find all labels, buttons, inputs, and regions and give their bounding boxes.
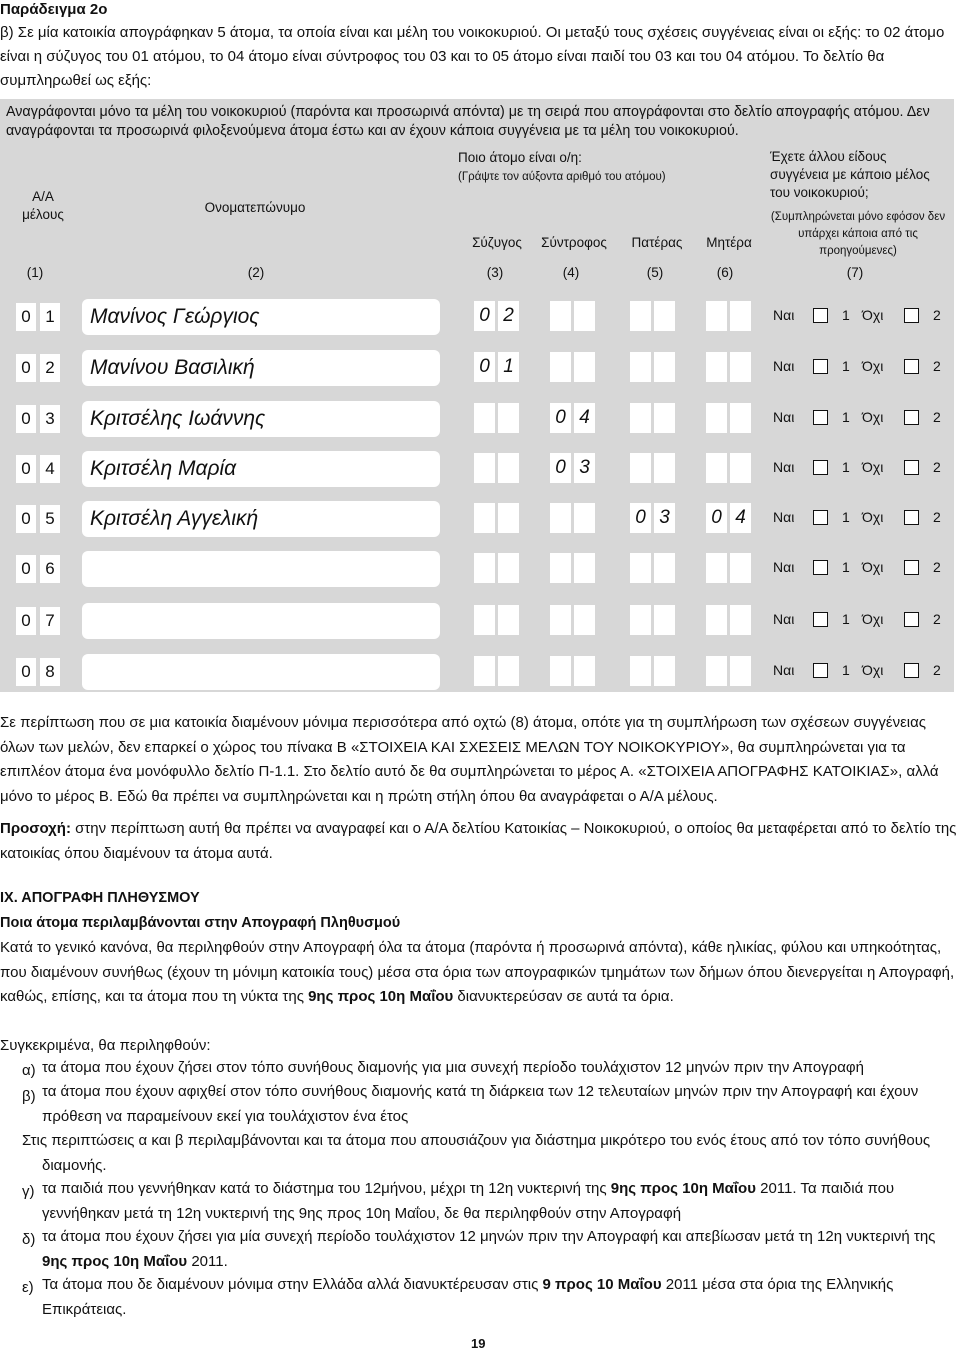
spouse-field[interactable]: [498, 553, 519, 583]
mother-field[interactable]: 4: [730, 503, 751, 533]
header-other-relation-note: (Συμπληρώνεται μόνο εφόσον δεν υπάρχει κάποια από τις προηγούμενες): [770, 211, 946, 257]
header-other-relation: Έχετε άλλου είδους συγγένεια με κάποιο μέλος του νοικοκυριού;: [770, 149, 930, 200]
no-label: Όχι: [862, 409, 884, 425]
member-name-field[interactable]: Κριτσέλη Μαρία: [82, 451, 440, 487]
member-row: [0, 348, 954, 388]
mother-field[interactable]: [706, 453, 727, 483]
member-name-field[interactable]: [82, 654, 440, 690]
partner-field[interactable]: [574, 301, 595, 331]
yes-label: Ναι: [773, 559, 795, 575]
mother-field[interactable]: [730, 656, 751, 686]
spouse-field[interactable]: [498, 453, 519, 483]
header-which-person: Ποιο άτομο είναι ο/η:: [458, 150, 582, 165]
partner-field[interactable]: [574, 656, 595, 686]
section-subtitle: Ποια άτομα περιλαμβάνονται στην Απογραφή Πληθυσμού: [0, 915, 401, 931]
mother-field[interactable]: [706, 605, 727, 635]
household-members-form: [0, 99, 954, 692]
member-row: [0, 549, 954, 589]
item-g-text: τα παιδιά που γεννήθηκαν κατά το διάστημα του 12μήνου, μέχρι τη 12η νυκτερινή της 9ης προς 10η Μαΐου 2011. Τα παιδιά που γεννήθηκαν μετά τη 12η νυκτερινή της 9ης προς 10η Μαΐου, δε θα περιληφθούν στην Απογραφή: [42, 1180, 895, 1222]
yes-code: 1: [842, 662, 850, 678]
spouse-field[interactable]: [474, 403, 495, 433]
father-field[interactable]: [630, 301, 651, 331]
mother-field[interactable]: 0: [706, 503, 727, 533]
partner-field[interactable]: 4: [574, 403, 595, 433]
father-field[interactable]: [654, 605, 675, 635]
yes-label: Ναι: [773, 662, 795, 678]
member-code-digit: 0: [16, 303, 36, 331]
mother-field[interactable]: [706, 403, 727, 433]
header-col-1: (1): [26, 265, 44, 280]
member-row: [0, 652, 954, 692]
header-name: Ονοματεπώνυμο: [204, 200, 306, 215]
attention-text: στην περίπτωση αυτή θα πρέπει να αναγραφεί και ο Α/Α δελτίου Κατοικίας – Νοικοκυριού, ο οποίος θα μεταφέρεται από το δελτίο της κατοικίας όπου διαμένουν τα άτομα αυτά.: [0, 820, 957, 862]
no-label: Όχι: [862, 559, 884, 575]
partner-field[interactable]: [550, 301, 571, 331]
member-name-field[interactable]: Μανίνου Βασιλική: [82, 350, 440, 386]
form-instructions: Αναγράφονται μόνο τα μέλη του νοικοκυριού (παρόντα και προσωρινά απόντα) με τη σειρά που απογράφονται στο δελτίο απογραφής ατόμου. Δεν αναγράφονται τα προσωρινά φιλοξενούμενα άτομα έστω και αν έχουν κάποια συγγένεια με τα μέλη του νοικοκυριού.: [6, 104, 930, 139]
mother-field[interactable]: [706, 553, 727, 583]
spouse-field[interactable]: [474, 656, 495, 686]
mother-field[interactable]: [730, 352, 751, 382]
header-col-6: (6): [716, 265, 734, 280]
father-field[interactable]: [654, 656, 675, 686]
yes-checkbox[interactable]: [813, 612, 828, 627]
yes-code: 1: [842, 611, 850, 627]
father-field[interactable]: [654, 352, 675, 382]
header-father: Πατέρας: [631, 235, 683, 250]
item-a-label: α): [22, 1062, 36, 1079]
member-row: [0, 399, 954, 439]
yes-checkbox[interactable]: [813, 510, 828, 525]
item-d-label: δ): [22, 1231, 36, 1248]
yes-label: Ναι: [773, 459, 795, 475]
yes-code: 1: [842, 307, 850, 323]
member-code-digit: 4: [40, 455, 60, 483]
member-code-digit: 0: [16, 354, 36, 382]
item-g-label: γ): [22, 1183, 35, 1200]
member-code-digit: 6: [40, 555, 60, 583]
attention-label: Προσοχή:: [0, 820, 71, 837]
member-code-digit: 5: [40, 505, 60, 533]
member-row: [0, 297, 954, 337]
member-code-digit: 0: [16, 607, 36, 635]
yes-code: 1: [842, 559, 850, 575]
header-col-4: (4): [562, 265, 580, 280]
partner-field[interactable]: [550, 503, 571, 533]
spouse-field[interactable]: 0: [474, 301, 495, 331]
no-code: 2: [933, 459, 941, 475]
partner-field[interactable]: [574, 503, 595, 533]
yes-label: Ναι: [773, 307, 795, 323]
yes-code: 1: [842, 459, 850, 475]
header-mother: Μητέρα: [706, 235, 752, 250]
no-code: 2: [933, 509, 941, 525]
spouse-field[interactable]: [474, 453, 495, 483]
no-code: 2: [933, 662, 941, 678]
item-e-text: Τα άτομα που δε διαμένουν μόνιμα στην Ελλάδα αλλά διανυκτέρευσαν στις 9 προς 10 Μαΐου 2011 μέσα στα όρια της Ελληνικής Επικράτειας.: [42, 1276, 894, 1318]
spouse-field[interactable]: [498, 403, 519, 433]
no-checkbox[interactable]: [904, 460, 919, 475]
spouse-field[interactable]: [474, 503, 495, 533]
spouse-field[interactable]: [474, 553, 495, 583]
member-row: [0, 499, 954, 539]
header-col-7: (7): [846, 265, 864, 280]
specifically-label: Συγκεκριμένα, θα περιληφθούν:: [0, 1037, 211, 1054]
yes-checkbox[interactable]: [813, 560, 828, 575]
items-ab-note: Στις περιπτώσεις α και β περιλαμβάνονται και τα άτομα που απουσιάζουν για διάστημα μικρότερο του ενός έτους από τον τόπο συνήθους διαμονής.: [22, 1132, 931, 1174]
father-field[interactable]: [630, 403, 651, 433]
father-field[interactable]: 3: [654, 503, 675, 533]
spouse-field[interactable]: 2: [498, 301, 519, 331]
father-field[interactable]: 0: [630, 503, 651, 533]
mother-field[interactable]: [706, 301, 727, 331]
member-code-digit: 3: [40, 405, 60, 433]
yes-checkbox[interactable]: [813, 308, 828, 323]
yes-checkbox[interactable]: [813, 410, 828, 425]
father-field[interactable]: [630, 656, 651, 686]
spouse-field[interactable]: [498, 605, 519, 635]
yes-label: Ναι: [773, 509, 795, 525]
father-field[interactable]: [654, 403, 675, 433]
member-row: [0, 601, 954, 641]
no-label: Όχι: [862, 662, 884, 678]
father-field[interactable]: [654, 453, 675, 483]
partner-field[interactable]: [550, 553, 571, 583]
no-checkbox[interactable]: [904, 308, 919, 323]
member-name-field[interactable]: Μανίνος Γεώργιος: [82, 299, 440, 335]
section-title: ΙΧ. ΑΠΟΓΡΑΦΗ ΠΛΗΘΥΣΜΟΥ: [0, 890, 200, 906]
no-checkbox[interactable]: [904, 560, 919, 575]
no-label: Όχι: [862, 509, 884, 525]
yes-code: 1: [842, 509, 850, 525]
father-field[interactable]: [630, 553, 651, 583]
yes-checkbox[interactable]: [813, 663, 828, 678]
partner-field[interactable]: 0: [550, 403, 571, 433]
no-code: 2: [933, 409, 941, 425]
no-checkbox[interactable]: [904, 612, 919, 627]
spouse-field[interactable]: [498, 503, 519, 533]
partner-field[interactable]: 3: [574, 453, 595, 483]
spouse-field[interactable]: 1: [498, 352, 519, 382]
mother-field[interactable]: [730, 403, 751, 433]
no-code: 2: [933, 307, 941, 323]
member-code-digit: 0: [16, 405, 36, 433]
father-field[interactable]: [630, 352, 651, 382]
partner-field[interactable]: 0: [550, 453, 571, 483]
member-code-digit: 0: [16, 555, 36, 583]
intro-paragraph: β) Σε μία κατοικία απογράφηκαν 5 άτομα, τα οποία είναι και μέλη του νοικοκυριού. Οι μεταξύ τους σχέσεις συγγένειας είναι οι εξής: το 02 άτομο είναι η σύζυγος του 01 ατόμου, το 04 άτομο είναι σύντροφος του 03 και το 05 άτομο είναι παιδί του 03 και του 04 ατόμου. Το δελτίο θα συμπληρωθεί ως εξής:: [0, 24, 945, 89]
partner-field[interactable]: [550, 656, 571, 686]
no-label: Όχι: [862, 307, 884, 323]
member-code-digit: 2: [40, 354, 60, 382]
paragraph-general-rule: Κατά το γενικό κανόνα, θα περιληφθούν στην Απογραφή όλα τα άτομα (παρόντα ή προσωρινά απόντα), κάθε ηλικίας, φύλου και υπηκοότητας, που διαμένουν συνήθως (έχουν τη μόνιμη κατοικία τους) μέσα στα όρια των απογραφικών τμημάτων των δήμων όπου διενεργείται η Απογραφή, καθώς, επίσης, και τα άτομα που τη νύκτα της 9ης προς 10η Μαΐου διανυκτερεύσαν σε αυτά τα όρια.: [0, 939, 955, 1005]
yes-code: 1: [842, 409, 850, 425]
father-field[interactable]: [654, 301, 675, 331]
paragraph-attention: [0, 817, 958, 866]
mother-field[interactable]: [730, 605, 751, 635]
spouse-field[interactable]: 0: [474, 352, 495, 382]
header-which-person-note: (Γράψτε τον αύξοντα αριθμό του ατόμου): [458, 171, 666, 183]
member-code-digit: 8: [40, 658, 60, 686]
no-label: Όχι: [862, 358, 884, 374]
member-name-field[interactable]: Κριτσέλης Ιωάννης: [82, 401, 440, 437]
yes-checkbox[interactable]: [813, 460, 828, 475]
member-code-digit: 0: [16, 658, 36, 686]
no-checkbox[interactable]: [904, 359, 919, 374]
header-aa: Α/Α μέλους: [22, 189, 64, 222]
member-code-digit: 0: [16, 455, 36, 483]
yes-label: Ναι: [773, 611, 795, 627]
no-code: 2: [933, 358, 941, 374]
header-col-3: (3): [486, 265, 504, 280]
item-a-text: τα άτομα που έχουν ζήσει στον τόπο συνήθους διαμονής για μια συνεχή περίοδο τουλάχιστον 12 μηνών πριν την Απογραφή: [42, 1059, 864, 1076]
mother-field[interactable]: [706, 352, 727, 382]
yes-label: Ναι: [773, 358, 795, 374]
member-code-digit: 0: [16, 505, 36, 533]
member-code-digit: 7: [40, 607, 60, 635]
father-field[interactable]: [630, 605, 651, 635]
paragraph-extra-members: Σε περίπτωση που σε μια κατοικία διαμένουν μόνιμα περισσότερα από οχτώ (8) άτομα, οπότε για τη συμπλήρωση των σχέσεων συγγένειας όλων των μελών, δεν επαρκεί ο χώρος του πίνακα Β «ΣΤΟΙΧΕΙΑ ΚΑΙ ΣΧΕΣΕΙΣ ΜΕΛΩΝ ΤΟΥ ΝΟΙΚΟΚΥΡΙΟΥ», θα συμπληρώνεται για τα επιπλέον άτομα ένα μονόφυλλο δελτίο Π-1.1. Στο δελτίο αυτό δε θα συμπληρώνεται το μέρος Α. «ΣΤΟΙΧΕΙΑ ΑΠΟΓΡΑΦΗΣ ΚΑΤΟΙΚΙΑΣ», αλλά μόνο το μέρος Β. Εδώ θα πρέπει να συμπληρώνεται και η πρώτη στήλη όπου θα αναγράφεται ο Α/Α μέλους.: [0, 714, 939, 805]
member-name-field[interactable]: [82, 603, 440, 639]
partner-field[interactable]: [550, 605, 571, 635]
member-name-field[interactable]: [82, 551, 440, 587]
mother-field[interactable]: [730, 301, 751, 331]
no-code: 2: [933, 559, 941, 575]
mother-field[interactable]: [730, 453, 751, 483]
partner-field[interactable]: [574, 553, 595, 583]
spouse-field[interactable]: [498, 656, 519, 686]
spouse-field[interactable]: [474, 605, 495, 635]
example-heading: Παράδειγμα 2ο: [0, 1, 108, 18]
no-checkbox[interactable]: [904, 510, 919, 525]
page-number: 19: [471, 1336, 486, 1351]
yes-label: Ναι: [773, 409, 795, 425]
father-field[interactable]: [654, 553, 675, 583]
item-d-text: τα άτομα που έχουν ζήσει για μία συνεχή περίοδο τουλάχιστον 12 μηνών πριν την Απογραφή και απεβίωσαν μετά τη 12η νυκτερινή της 9ης προς 10η Μαΐου 2011.: [42, 1228, 936, 1270]
mother-field[interactable]: [730, 553, 751, 583]
partner-field[interactable]: [550, 352, 571, 382]
item-e-label: ε): [22, 1279, 34, 1296]
header-partner: Σύντροφος: [541, 235, 607, 250]
member-code-digit: 1: [40, 303, 60, 331]
item-b-label: β): [22, 1088, 36, 1105]
father-field[interactable]: [630, 453, 651, 483]
header-col-2: (2): [247, 265, 265, 280]
header-col-5: (5): [646, 265, 664, 280]
mother-field[interactable]: [706, 656, 727, 686]
member-row: [0, 449, 954, 489]
member-name-field[interactable]: Κριτσέλη Αγγελική: [82, 501, 440, 537]
header-spouse: Σύζυγος: [472, 235, 522, 250]
partner-field[interactable]: [574, 352, 595, 382]
no-code: 2: [933, 611, 941, 627]
partner-field[interactable]: [574, 605, 595, 635]
yes-code: 1: [842, 358, 850, 374]
no-checkbox[interactable]: [904, 410, 919, 425]
yes-checkbox[interactable]: [813, 359, 828, 374]
no-label: Όχι: [862, 611, 884, 627]
date-highlight: 9ης προς 10η Μαΐου: [308, 988, 454, 1005]
item-b-text: τα άτομα που έχουν αφιχθεί στον τόπο συνήθους διαμονής κατά τη διάρκεια των 12 τελευταίων μηνών πριν την Απογραφή και έχουν πρόθεση να παραμείνουν εκεί για τουλάχιστον ένα έτος: [42, 1083, 919, 1125]
no-checkbox[interactable]: [904, 663, 919, 678]
no-label: Όχι: [862, 459, 884, 475]
